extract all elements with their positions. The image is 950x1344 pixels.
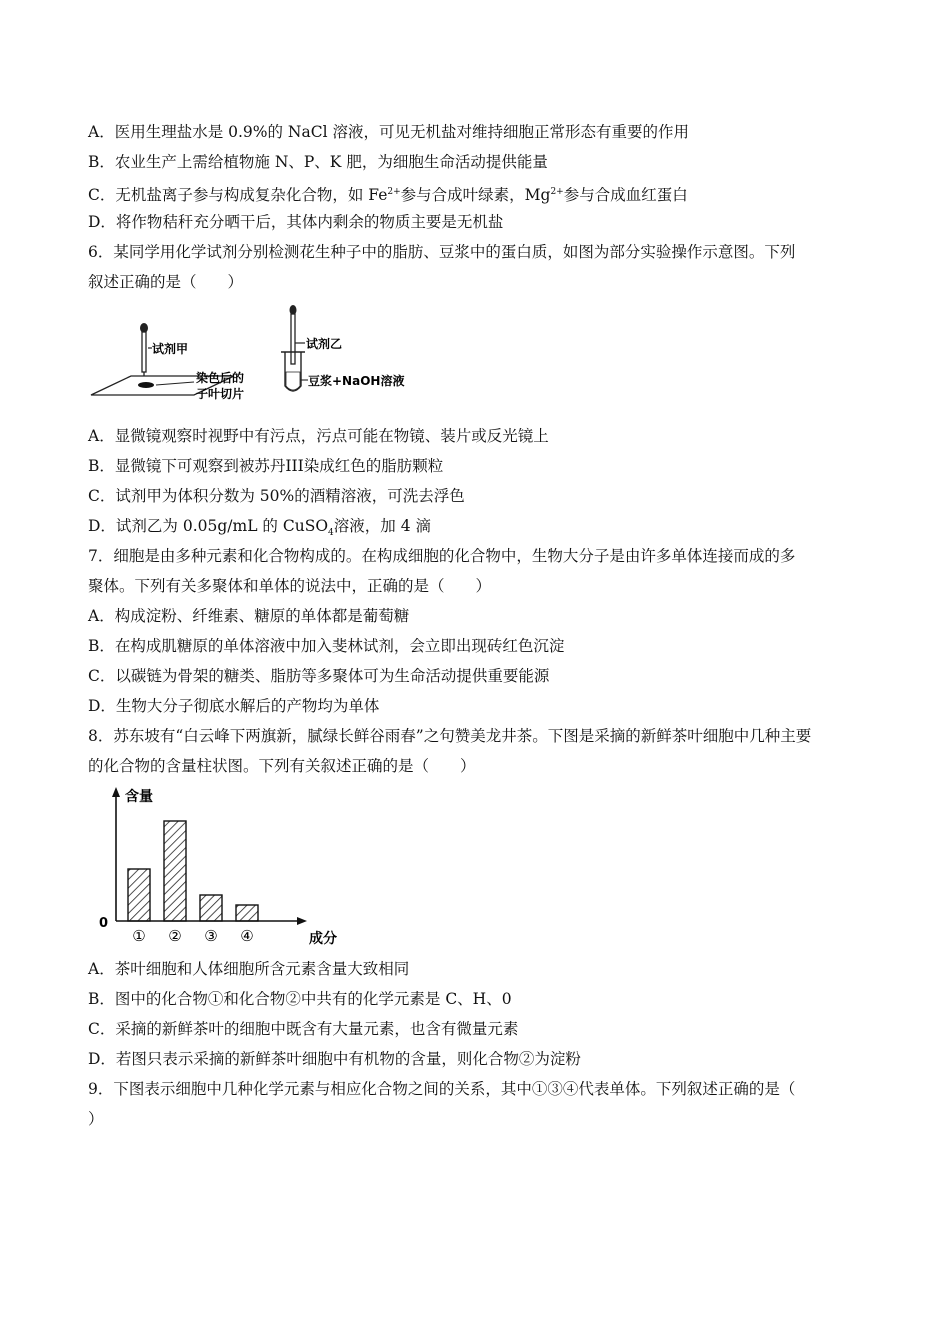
x-axis-label: 成分: [309, 931, 337, 947]
q7-option-b: B．在构成肌糖原的单体溶液中加入斐林试剂，会立即出现砖红色沉淀: [88, 637, 565, 655]
q5-option-c-part1: C．无机盐离子参与构成复杂化合物，如 Fe: [88, 186, 388, 205]
q8-bar-chart: [95, 785, 355, 950]
bar-2: [164, 821, 186, 921]
q6-option-d-sub: 4: [328, 528, 334, 539]
bar-1: [128, 869, 150, 921]
category-label-2: ②: [168, 927, 182, 945]
bar-3: [200, 895, 222, 921]
q6-option-d-part2: 溶液，加 4 滴: [333, 517, 431, 535]
q6-option-d-part1: D．试剂乙为 0.05g/mL 的 CuSO: [88, 517, 329, 535]
x-axis-arrow-icon: [297, 917, 307, 925]
q6-option-c: C．试剂甲为体积分数为 50%的酒精溶液，可洗去浮色: [88, 487, 465, 505]
q5-option-a: A．医用生理盐水是 0.9%的 NaCl 溶液，可见无机盐对维持细胞正常形态有重要的作用: [88, 123, 689, 141]
q7-option-a: A．构成淀粉、纤维素、糖原的单体都是葡萄糖: [88, 607, 410, 625]
q7-stem-line2: 聚体。下列有关多聚体和单体的说法中，正确的是（ ）: [88, 577, 492, 595]
slice-label-line2: 子叶切片: [196, 387, 245, 401]
category-label-3: ③: [204, 927, 218, 945]
q7-stem-line1: 7．细胞是由多种元素和化合物构成的。在构成细胞的化合物中，生物大分子是由许多单体连接而成的多: [88, 547, 796, 565]
q8-option-d: D．若图只表示采摘的新鲜茶叶细胞中有机物的含量，则化合物②为淀粉: [88, 1050, 581, 1068]
q8-option-a: A．茶叶细胞和人体细胞所含元素含量大致相同: [88, 960, 410, 978]
q8-option-c: C．采摘的新鲜茶叶的细胞中既含有大量元素，也含有微量元素: [88, 1020, 519, 1038]
category-label-1: ①: [132, 927, 146, 945]
category-label-4: ④: [240, 927, 254, 945]
q8-option-b: B．图中的化合物①和化合物②中共有的化学元素是 C、H、0: [88, 990, 512, 1008]
q9-stem-line1: 9．下图表示细胞中几种化学元素与相应化合物之间的关系，其中①③④代表单体。下列叙述正确的是（: [88, 1080, 796, 1098]
slice-label-line1: 染色后的: [196, 371, 245, 385]
q5-option-c-part3: 参与合成血红蛋白: [563, 186, 688, 205]
y-axis-label: 含量: [125, 789, 153, 805]
q5-option-c: [88, 181, 688, 206]
q6-stem-line2: 叙述正确的是（ ）: [88, 273, 244, 291]
reagent-a-label: 试剂甲: [152, 342, 189, 356]
dropper-a-icon: [140, 323, 148, 378]
q6-option-d: [88, 515, 431, 544]
q8-stem-line1: 8．苏东坡有“白云峰下两旗新，腻绿长鲜谷雨春”之句赞美龙井茶。下图是采摘的新鲜茶叶细胞中几种主要: [88, 727, 812, 745]
tube-label: 豆浆+NaOH溶液: [308, 374, 405, 388]
q6-stem-line1: 6．某同学用化学试剂分别检测花生种子中的脂肪、豆浆中的蛋白质，如图为部分实验操作示意图。下列: [88, 243, 796, 261]
q5-option-b: B．农业生产上需给植物施 N、P、K 肥，为细胞生命活动提供能量: [88, 153, 548, 171]
q6-option-a: A．显微镜观察时视野中有污点，污点可能在物镜、装片或反光镜上: [88, 427, 549, 445]
dropper-b-icon: [290, 305, 297, 364]
q5-option-c-part2: 参与合成叶绿素，Mg: [400, 186, 551, 205]
q6-experiment-figure: [86, 300, 426, 410]
cotyledon-slice: [138, 382, 154, 388]
origin-label: 0: [99, 916, 109, 931]
q7-option-d: D．生物大分子彻底水解后的产物均为单体: [88, 697, 380, 715]
bar-4: [236, 905, 258, 921]
q5-option-d: D．将作物秸秆充分晒干后，其体内剩余的物质主要是无机盐: [88, 213, 504, 231]
q5-option-c-sup2: 2+: [550, 187, 564, 197]
reagent-b-label: 试剂乙: [306, 337, 343, 351]
q7-option-c: C．以碳链为骨架的糖类、脂肪等多聚体可为生命活动提供重要能源: [88, 667, 550, 685]
q6-option-b: B．显微镜下可观察到被苏丹III染成红色的脂肪颗粒: [88, 457, 444, 475]
q8-stem-line2: 的化合物的含量柱状图。下列有关叙述正确的是（ ）: [88, 757, 476, 775]
y-axis-arrow-icon: [112, 787, 120, 797]
q5-option-c-sup1: 2+: [387, 187, 401, 197]
q9-stem-line2: ）: [88, 1110, 104, 1128]
